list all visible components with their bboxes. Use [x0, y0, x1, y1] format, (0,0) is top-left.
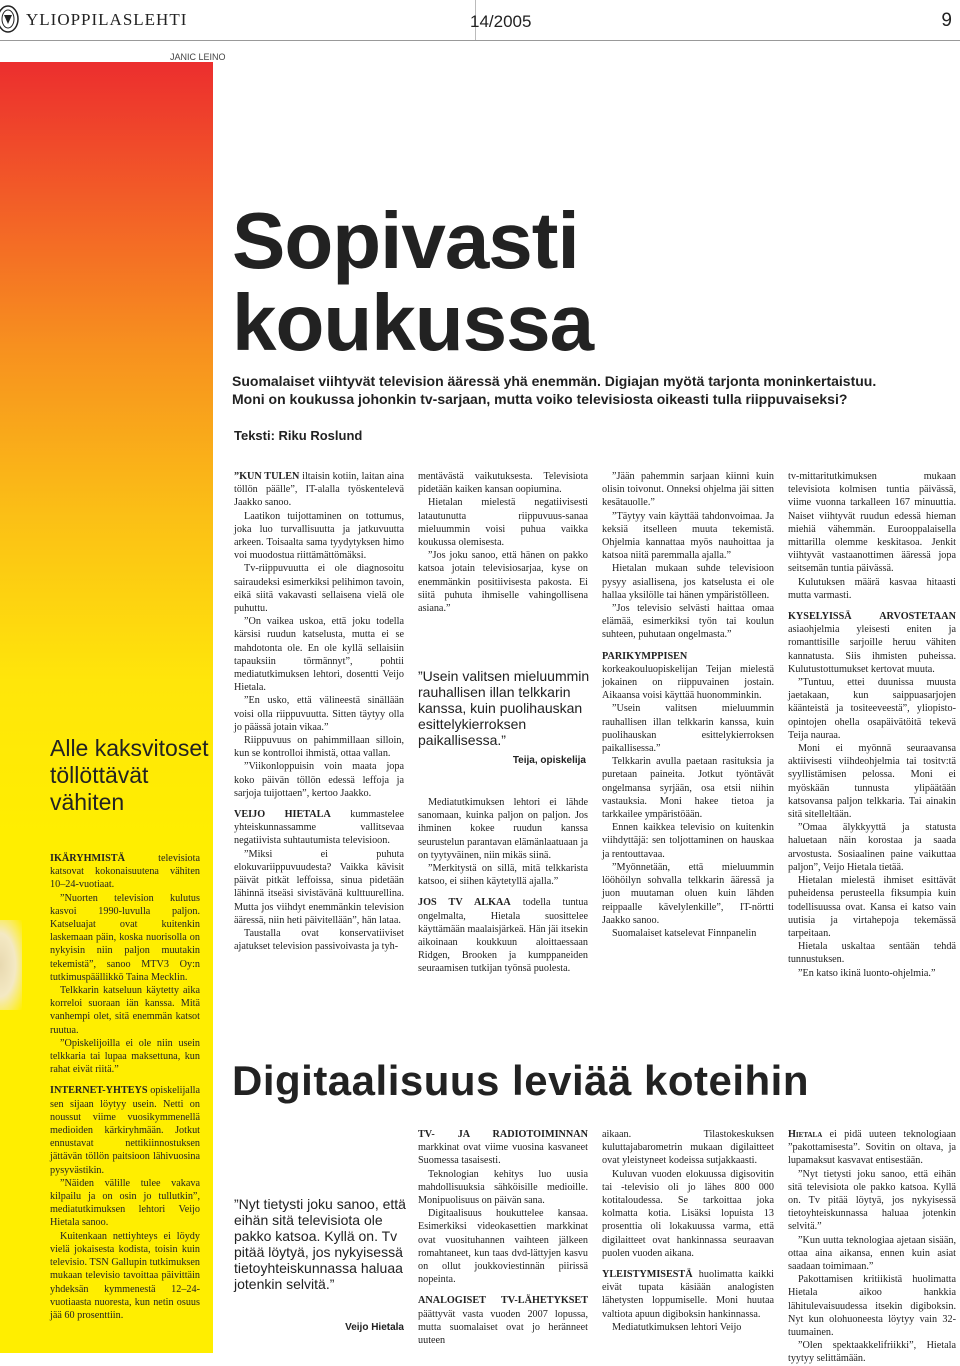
body-paragraph: JOS TV ALKAA todella tuntua ongelmalta, Hietala suosittelee käyttämään maalaisjärkeä. Hän jäi itsekin aikoinaan koukkuun aloittaessaan Ridgen, Brooken ja kumppaneiden seuraamisen tutkijan työnsä puolesta. — [418, 897, 589, 975]
body-paragraph: Hietala ei pidä uuteen teknologiaan ”pakottamisesta”. Sovitin on oltava, ja lupamaksut kasvavat entisestään. — [788, 1129, 956, 1167]
publication-name: YLIOPPILASLEHTI — [26, 10, 188, 29]
body-paragraph: Digitaalisuus houkuttelee kansaa. Esimerkiksi videokasettien markkinat ovat vuosituhannen vaihteen jälkeen romahtaneet, kun taas dvd-lättyjen kasvu on ollut joukkoviestinnän piirissä nopeinta. — [418, 1208, 588, 1286]
body-paragraph: ”Nyt tietysti joku sanoo, että eihän sitä televisiota ole pakko katsoa. Kyllä on. Tv pitää löytyä, jos nykyisessä tietoyhteiskunnassa haluaa jotenkin selvitä.” — [788, 1168, 956, 1233]
university-crest-icon — [0, 4, 20, 34]
digi-column-2 — [602, 1128, 774, 1348]
body-paragraph: ”Jään pahemmin sarjaan kiinni kuin olisin toivonut. Onneksi ohjelma jäi sitten kesätauolle.” — [602, 471, 774, 509]
lead-caps: VEIJO HIETALA — [234, 809, 331, 821]
body-paragraph: Laatikon tuijottaminen on tottumus, joka luo turvallisuutta ja jatkuvuutta arkeen. Toisaalta sama tyydytyksen himo voi muodostua riittämättömäksi. — [234, 510, 404, 562]
body-paragraph: Kuluvan vuoden elokuussa digisovitin tai -televisio oli jo lähes 800 000 kotitaloudessa. Se tarkoittaa joka kolmatta kotia. Lisäksi lopuista 13 prosenttia oli lokakuussa varma, että digilaitteet ovat hankinnassa seuraavan puolen vuoden aikana. — [602, 1168, 774, 1259]
lead-caps: PARIKYMPPISEN — [602, 650, 688, 662]
body-paragraph: ”Täytyy vain käyttää tahdonvoimaa. Ja keksiä itselleen muuta tekemistä. Ohjelmia kannattaa myös nauhoittaa ja katsoa niitä paremmalla ajalla.” — [602, 510, 774, 562]
page-header — [0, 0, 960, 41]
body-paragraph: Mediatutkimuksen lehtori Veijo — [612, 1321, 742, 1333]
body-paragraph: ”En katso ikinä luonto-ohjelmia.” — [798, 967, 936, 979]
body-paragraph: ”Omaa älykkyyttä ja statusta haluetaan näin korostaa ja saada arvostusta. Sosiaalinen paine vaikuttaa paljon”, Veijo Hietala tietää. — [788, 822, 956, 873]
body-paragraph: Taustalla ovat konservatiiviset ajatukset television passivoivasta ja tyh- — [234, 927, 404, 953]
body-paragraph: Riippuvuus on pahimmillaan silloin, kun se kontrolloi ihmistä, ottaa vallan. — [234, 735, 404, 760]
body-paragraph: ”KUN TULEN iltaisin kotiin, laitan aina töllön päälle”, IT-alalla työskentelevä Jaakko sanoo. — [234, 471, 404, 509]
body-paragraph: ANALOGISET TV-LÄHETYKSET päättyvät vasta vuoden 2007 lopussa, mutta suomalaiset ovat jo heränneet uuteen — [418, 1295, 588, 1347]
lead-caps: JOS TV ALKAA — [418, 897, 511, 909]
body-paragraph: VEIJO HIETALA kummastelee yhteiskunnassamme vallitsevaa negatiivista suhtautumista televisioon. — [234, 809, 404, 847]
body-paragraph: ”Jos televisio selvästi haittaa omaa elämää, esimerkiksi työn tai koulun suhteen, puhutaan ongelmasta.” — [602, 603, 774, 641]
body-paragraph: aikaan. Tilastokeskuksen kuluttajabarometrin mukaan digilaitteet ovat yleistyneet kodeissa sutjakkaasti. — [602, 1129, 774, 1167]
body-paragraph: Hietala uskaltaa sentään tehdä tunnustuksen. — [788, 941, 956, 966]
digi-title: Digitaalisuus leviää koteihin — [232, 1057, 810, 1104]
body-paragraph: Hietalan mielestä negatiivisesti latautunutta riippuvuus-sanaa mieluummin voisi puhua vaikka koukussa olemisesta. — [418, 497, 588, 549]
body-paragraph: ”Usein valitsen mieluummin rauhallisen illan telkkarin kanssa, kuin puolihauskan esittelykierroksen paikallisessa.” — [602, 703, 774, 755]
article-lead — [232, 372, 952, 408]
illustration-detail — [0, 920, 22, 1010]
lead-caps: Hietala — [788, 1129, 823, 1140]
body-paragraph: TV- JA RADIOTOIMINNAN markkinat ovat viime vuosina kasvaneet Suomessa tasaisesti. — [418, 1129, 588, 1167]
article-column-3 — [602, 470, 774, 995]
body-paragraph: ”Miksi ei puhuta elokuvariippuvuudesta? Vaikka kävisit päivät pitkät leffoissa, sinua pidetään lähinnä itseäsi sivistävänä kulttuurellina. Mutta jos viihdyt enemmänkin television ääressä, niin heti päivitellään”, hän lataa. — [234, 848, 404, 926]
sidebar-paragraph: Kuitenkaan nettiyhteys ei löydy vielä jokaisesta kodista, toisin kuin televisio. TSN Gallupin tutkimuksen mukaan televisio tavoittaa päivittäin yhdeksän kymmenestä 12–24-vuotiaasta nuoresta, kun netin osuus jää 60 prosenttiin. — [50, 1230, 200, 1321]
body-paragraph: Hietalan mielestä ihmiset esittävät puheidensa perusteella fiksumpia kuin todellisuussa ovat. Kansa ei katso vain uutisia ja virtahepoja tekemässä tarpeitaan. — [788, 875, 956, 939]
article-column-2-top — [418, 470, 588, 640]
article-title-line2: koukussa — [232, 278, 594, 367]
body-paragraph: ”Olen spektaakkelifriikki”, Hietala tyytyy selittämään. — [788, 1340, 956, 1365]
illustrator-credit: JANIC LEINO — [170, 52, 226, 62]
body-paragraph: YLEISTYMISESTÄ huolimatta kaikki eivät tupata käsiään analogisten lähetysten loppumiselle. Moni huutaa valtiota apuun digiboksin hankinnassa. — [602, 1269, 774, 1320]
body-paragraph: ”En usko, että välineestä sinällään voisi olla riippuvuutta. Sitten täytyy olla jo päässä jotain vikaa.” — [234, 695, 404, 733]
lead-caps: ”KUN TULEN — [234, 471, 300, 482]
sidebar-lead-caps: INTERNET-YHTEYS — [50, 1085, 148, 1097]
digi-column-1 — [418, 1128, 588, 1348]
body-paragraph: Teknologian kehitys luo uusia mahdollisuuksia sähköisille medioille. Monipuolisuus on päivän sana. — [418, 1168, 588, 1207]
digi-pull-quote: ”Nyt tietysti joku sanoo, että eihän sitä televisiota ole pakko katsoa. Kyllä on. Tv pitää löytyä, jos nykyisessä tietoyhteiskunnassa haluaa jotenkin selvitä.” — [234, 1196, 406, 1292]
body-paragraph: ”Jos joku sanoo, että hänen on pakko katsoa jotain televisiosarjaa, kyse on enemmänkin positiivisesta pakosta. Ei siitä puhuta ihmiselle vahingollisena asiana.” — [418, 550, 588, 615]
digi-pull-quote-attribution: Veijo Hietala — [345, 1322, 404, 1333]
sidebar-paragraph: ”Nuorten television kulutus kasvoi 1990-luvulla paljon. Katseluajat ovat kuitenkin laskemaan päin, koska nuorisolla on nykyisin niin paljon muutakin tekemistä”, sanoo MTV3 Oy:n tutkimuspäällikkö Taina Mecklin. — [50, 892, 200, 983]
body-paragraph: Hietalan mukaan suhde televisioon pysyy asiallisena, jos katselusta ei ole hallaa yksilölle tai hänen ympäristölleen. — [602, 563, 774, 601]
body-paragraph: ”On vaikea uskoa, että joku todella kärsisi ruudun katselusta, mutta ei se mahdotonta ole. En ole kyllä sellaisiin tapauksiin törmännyt”, pohtii mediatutkimuksen lehtori, dosentti Veijo Hietala. — [234, 616, 404, 694]
issue-number: 14/2005 — [470, 12, 532, 31]
body-paragraph: ”Viikonloppuisin voin maata jopa koko päivän töllön edessä leffoja ja sarjoja tuijottaen”, kertoo Jaakko. — [234, 761, 404, 799]
sidebar-column — [50, 852, 200, 1347]
sidebar-paragraph: ”Opiskelijoilla ei ole niin usein telkkaria tai lupaa maksettuna, kun rahat eivät riitä.” — [50, 1037, 200, 1076]
body-paragraph: tv-mittaritutkimuksen mukaan televisiota kolmisen tuntia päivässä, viime vuonna tarkalleen 167 minuuttia. Naiset viihtyvät ruudun edessä hieman miehiä vähemmän. Eurooppalaisella mittarilla olemme keskitasoa. Jenkit viihtyvät vastaanottimen ääressä jopa seitsemän tuntia päivässä. — [788, 471, 956, 575]
lead-caps: YLEISTYMISESTÄ — [602, 1269, 693, 1281]
pull-quote-attribution: Teija, opiskelija — [512, 755, 586, 766]
body-paragraph: Telkkarin avulla paetaan rasituksia ja puretaan paineita. Jotkut työntävät ongelmansa syrjään, osa etsii niihin vastauksia. Moni hakee tietoa ja tarkkailee ympäristöään. — [602, 756, 774, 821]
body-paragraph: ”Merkitystä on sillä, mitä telkkarista katsoo, ei siihen käytetyllä ajalla.” — [418, 863, 588, 888]
sidebar-paragraph: INTERNET-YHTEYS opiskelijalla sen sijaan löytyy usein. Netti on noussut viime vuosikymmenellä medioiden kärkiryhmään. Jotkut ennustavat nettikiinnostuksen jättävän töllön paitsioon lähivuosina pysyvästikin. — [50, 1085, 200, 1176]
article-column-2-bottom — [418, 796, 588, 996]
pull-quote: ”Usein valitsen mieluummin rauhallisen illan telkkarin kanssa, kuin puolihauskan esittelykierroksen paikallisessa.” — [418, 668, 590, 748]
article-lead-line1: Suomalaiset viihtyvät television ääressä yhä enemmän. Digiajan myötä tarjonta moninkertaistuu. — [232, 373, 877, 389]
body-paragraph: Kulutuksen määrä kasvaa hitaasti mutta varmasti. — [788, 576, 956, 601]
body-paragraph: Mediatutkimuksen lehtori ei lähde sanomaan, kuinka paljon on paljon. Jos ihminen kokee ruudun kanssa seurustelun parantavan elämänlaatuaan ja on tyytyväinen, niin mikäs siinä. — [418, 797, 588, 861]
body-paragraph: PARIKYMPPISEN korkeakouluopiskelijan Teijan mielestä jokainen on riippuvainen jostain. Aikaansa voisi käyttää huonomminkin. — [602, 650, 774, 702]
lead-caps: KYSELYISSÄ ARVOSTETAAN — [788, 611, 956, 623]
article-lead-line2: Moni on koukussa johonkin tv-sarjaan, mutta voiko televisiosta oikeasti tulla riippuvaiseksi? — [232, 391, 848, 407]
body-paragraph: Tv-riippuvuutta ei ole diagnosoitu sairaudeksi esimerkiksi pelihimon tavoin, eikä siitä vakavasti sellaisena vielä ole puhuttu. — [234, 563, 404, 615]
body-paragraph: ”Tuntuu, ettei duunissa muusta jaetakaan, kun saippuasarjojen käänteistä ja tositeeveestä”, yliopisto-opintojen ohella osapäivätöitä tekevä Teija nauraa. — [788, 677, 956, 741]
body-paragraph: KYSELYISSÄ ARVOSTETAAN asiaohjelmia yleisesti eniten ja romanttisille sarjoille heruu vähiten kannatusta. Siis ihmisten puheissa. Kulutustottumukset kertovat muuta. — [788, 611, 956, 675]
article-title — [232, 196, 594, 367]
sidebar-lead-caps: IKÄRYHMISTÄ — [50, 853, 125, 864]
sidebar-heading: Alle kaksvitoset töllöttävät vähiten — [50, 735, 209, 815]
body-paragraph: Suomalaiset katselevat Finnpanelin — [612, 927, 757, 939]
lead-caps: ANALOGISET TV-LÄHETYKSET — [418, 1295, 588, 1307]
body-paragraph: ”Myönnetään, että mieluummin lööhöilyn sohvalla telkkarin ääressä ja juon muutaman oluen kuin lähden reippaalle kävelylenkille”, IT-nörtti Jaakko sanoo. — [602, 861, 774, 926]
body-paragraph: Ennen kaikkea televisio on kuitenkin viihdyttäjä: sen toljottaminen on hauskaa ja rentouttavaa. — [602, 822, 774, 860]
body-paragraph: Moni ei myönnä seuraavansa aktiivisesti viihdeohjelmia tai tositv:tä syyllistämisen pelossa. Moni ei myöskään tunnusta ylipäätään katsovansa paljon telkkaria. Tai ainakin sitä sitelleltään. — [788, 743, 956, 821]
body-paragraph: Pakottamisen kritiikistä huolimatta Hietala aikoo hankkia lähitulevaisuudessa itsekin digiboksin. Nyt kun olohuoneesta löytyy vain 32-tuumainen. — [788, 1274, 956, 1339]
sidebar-paragraph: ”Näiden välille tulee vakava kilpailu ja on osin jo tullutkin”, mediatutkimuksen lehtori Veijo Hietala sanoo. — [50, 1177, 200, 1229]
article-column-4 — [788, 470, 956, 995]
body-paragraph: ”Kun uutta teknologiaa ajetaan sisään, ottaa aina aikansa, ennen kuin asiat saadaan toimimaan.” — [788, 1234, 956, 1273]
digi-column-3 — [788, 1128, 956, 1365]
lead-caps: TV- JA RADIOTOIMINNAN — [418, 1129, 588, 1140]
sidebar-paragraph: Telkkarin katseluun käytetty aika korreloi suoraan iän kanssa. Mitä vanhempi olet, sitä enemmän katsot ruutua. — [50, 985, 200, 1036]
sidebar-paragraph: IKÄRYHMISTÄ televisiota katsovat kokonaisuutena vähiten 10–24-vuotiaat. — [50, 853, 200, 891]
article-title-line1: Sopivasti — [232, 196, 579, 285]
body-paragraph: mentävästä vaikutuksesta. Televisiota pidetään kaiken kansan oopiumina. — [418, 471, 588, 496]
page-number: 9 — [941, 10, 952, 31]
article-byline: Teksti: Riku Roslund — [234, 428, 363, 443]
article-column-1 — [234, 470, 404, 995]
